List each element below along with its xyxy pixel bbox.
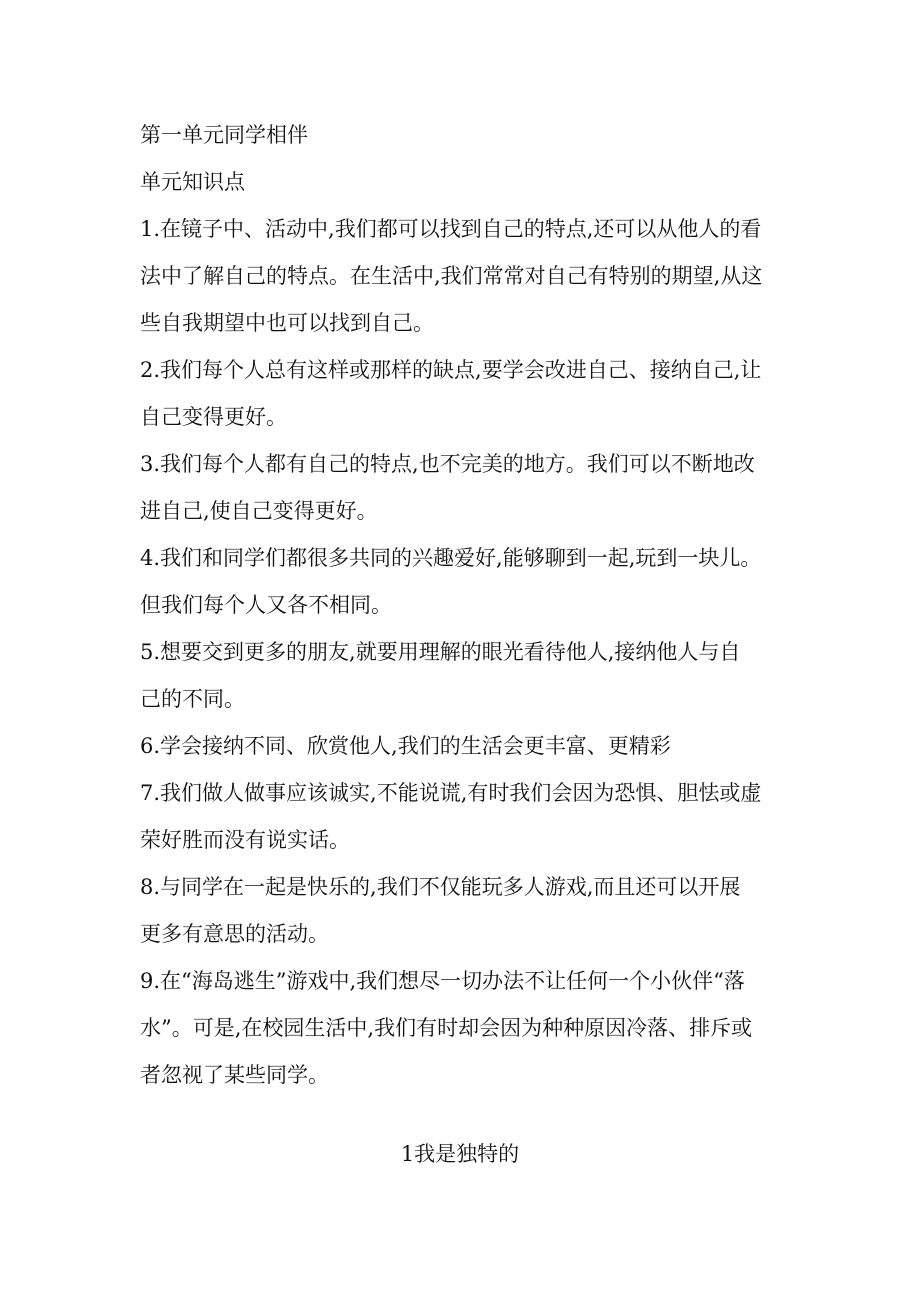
knowledge-point-line: 者忽视了某些同学。 [140, 1063, 329, 1087]
knowledge-point-6 [140, 723, 800, 770]
knowledge-point-7 [140, 770, 800, 864]
knowledge-point-1 [140, 206, 800, 347]
knowledge-point-5 [140, 629, 800, 723]
knowledge-point-4 [140, 535, 800, 629]
lesson-title: 1我是独特的 [400, 1142, 520, 1166]
knowledge-point-line: 水”。可是,在校园生活中,我们有时却会因为种种原因冷落、排斥或 [140, 1016, 753, 1040]
knowledge-point-line: 9.在“海岛逃生”游戏中,我们想尽一切办法不让任何一个小伙伴“落 [140, 969, 745, 993]
knowledge-point-line: 进自己,使自己变得更好。 [140, 499, 378, 523]
knowledge-point-line: 7.我们做人做事应该诚实,不能说谎,有时我们会因为恐惧、胆怯或虚 [140, 781, 762, 805]
knowledge-point-line: 法中了解自己的特点。在生活中,我们常常对自己有特别的期望,从这 [140, 264, 763, 288]
knowledge-point-2 [140, 347, 800, 441]
knowledge-point-line: 荣好胜而没有说实话。 [140, 828, 350, 852]
knowledge-point-line: 2.我们每个人总有这样或那样的缺点,要学会改进自己、接纳自己,让 [140, 358, 762, 382]
knowledge-point-line: 4.我们和同学们都很多共同的兴趣爱好,能够聊到一起,玩到一块儿。 [140, 546, 762, 570]
knowledge-point-line: 3.我们每个人都有自己的特点,也不完美的地方。我们可以不断地改 [140, 452, 755, 476]
knowledge-point-line: 更多有意思的活动。 [140, 922, 329, 946]
section-title: 单元知识点 [140, 170, 245, 194]
knowledge-point-line: 8.与同学在一起是快乐的,我们不仅能玩多人游戏,而且还可以开展 [140, 875, 741, 899]
knowledge-point-line: 些自我期望中也可以找到自己。 [140, 311, 434, 335]
knowledge-point-8 [140, 864, 800, 958]
knowledge-point-line: 6.学会接纳不同、欣赏他人,我们的生活会更丰富、更精彩 [140, 734, 671, 758]
knowledge-point-line: 1.在镜子中、活动中,我们都可以找到自己的特点,还可以从他人的看 [140, 217, 762, 241]
knowledge-point-9 [140, 958, 800, 1099]
document-body [140, 112, 800, 1099]
knowledge-point-line: 己的不同。 [140, 687, 245, 711]
knowledge-point-3 [140, 441, 800, 535]
knowledge-point-line: 但我们每个人又各不相同。 [140, 593, 392, 617]
knowledge-point-line: 5.想要交到更多的朋友,就要用理解的眼光看待他人,接纳他人与自 [140, 640, 741, 664]
knowledge-point-line: 自己变得更好。 [140, 405, 287, 429]
unit-title: 第一单元同学相伴 [140, 123, 308, 147]
